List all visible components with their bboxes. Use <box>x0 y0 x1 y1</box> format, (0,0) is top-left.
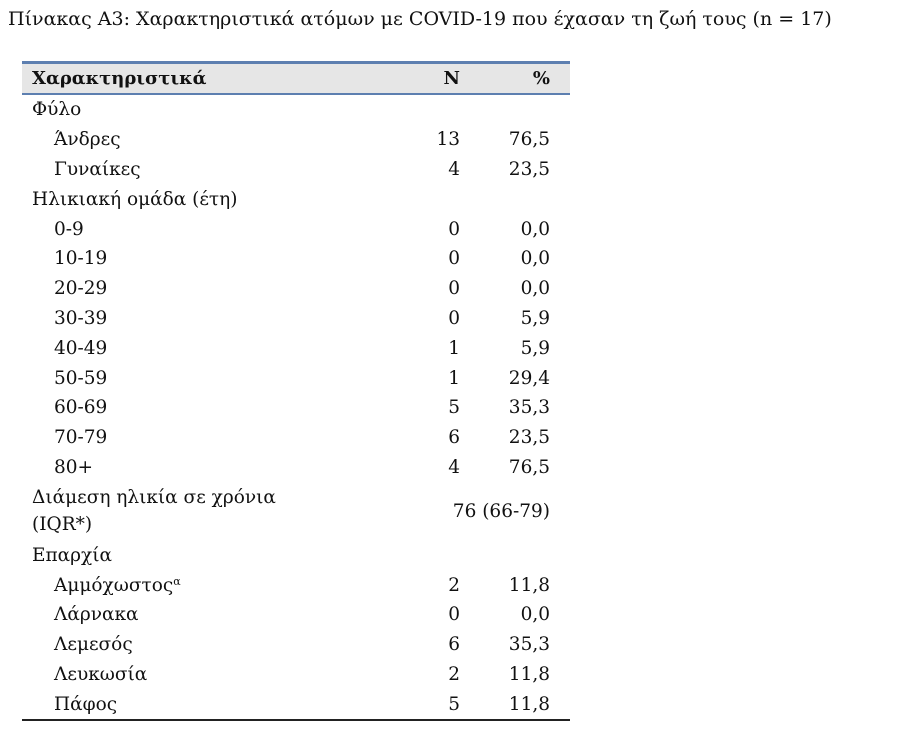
row-label <box>22 159 396 180</box>
row-label <box>22 694 396 715</box>
median-label <box>22 484 396 538</box>
row-count: 0 <box>448 278 460 300</box>
row-percent: 23,5 <box>508 158 550 180</box>
table-row <box>22 600 570 630</box>
row-label-text: Γυναίκες <box>54 158 141 180</box>
row-label <box>22 308 396 329</box>
row-count: 2 <box>448 574 460 596</box>
row-label-text: 80+ <box>54 456 94 478</box>
header-n: N <box>443 68 460 89</box>
table-row <box>22 155 570 185</box>
row-count: 1 <box>448 367 460 389</box>
table-header-row <box>22 61 570 95</box>
table-caption: Πίνακας Α3: Χαρακτηριστικά ατόμων με COVID-19 που έχασαν τη ζωή τους (n = 17) <box>8 8 832 30</box>
table-row <box>22 453 570 483</box>
row-label-text: 30-39 <box>54 307 108 329</box>
row-label-text: 0-9 <box>54 218 84 240</box>
row-label-text: 40-49 <box>54 337 108 359</box>
median-label-line2: (IQR*) <box>32 514 93 536</box>
footnote-marker: α <box>173 574 181 588</box>
table-row <box>22 304 570 334</box>
row-count: 0 <box>448 248 460 270</box>
row-percent: 11,8 <box>508 574 550 596</box>
median-value: 76 (66-79) <box>452 500 550 522</box>
row-percent: 76,5 <box>508 129 550 151</box>
row-percent: 5,9 <box>520 337 550 359</box>
row-label <box>22 634 396 655</box>
row-count: 2 <box>448 663 460 685</box>
row-label-text: 20-29 <box>54 278 108 300</box>
row-percent: 35,3 <box>508 634 550 656</box>
row-label-text: Πάφος <box>54 693 118 715</box>
table-row <box>22 333 570 363</box>
header-characteristics: Χαρακτηριστικά <box>32 68 207 89</box>
row-label-text: 70-79 <box>54 427 108 449</box>
median-label-line1: Διάμεση ηλικία σε χρόνια <box>32 487 276 509</box>
row-count: 0 <box>448 218 460 240</box>
row-percent: 0,0 <box>520 248 550 270</box>
row-count: 6 <box>448 427 460 449</box>
section-heading-age <box>22 184 570 214</box>
table-row <box>22 363 570 393</box>
row-count: 5 <box>448 397 460 419</box>
row-percent: 76,5 <box>508 456 550 478</box>
table-row <box>22 689 570 719</box>
row-percent: 11,8 <box>508 693 550 715</box>
section-heading-sex <box>22 95 570 125</box>
table-row <box>22 423 570 453</box>
table-row <box>22 125 570 155</box>
table-row <box>22 630 570 660</box>
row-count: 1 <box>448 337 460 359</box>
row-label-text: Λευκωσία <box>54 663 148 685</box>
row-label <box>22 248 396 269</box>
row-label <box>22 219 396 240</box>
table-row <box>22 660 570 690</box>
row-label <box>22 129 396 150</box>
row-percent: 0,0 <box>520 278 550 300</box>
row-percent: 23,5 <box>508 427 550 449</box>
row-label <box>22 278 396 299</box>
row-count: 4 <box>448 158 460 180</box>
row-label-text: Λεμεσός <box>54 634 133 656</box>
row-label <box>22 338 396 359</box>
row-label <box>22 664 396 685</box>
section-label: Ηλικιακή ομάδα (έτη) <box>32 188 238 210</box>
row-percent: 35,3 <box>508 397 550 419</box>
row-label-text: Αμμόχωστος <box>54 574 174 596</box>
row-label-text: Άνδρες <box>54 129 121 151</box>
row-label-text: 10-19 <box>54 248 108 270</box>
row-count: 6 <box>448 634 460 656</box>
table-row <box>22 214 570 244</box>
characteristics-table <box>22 61 570 721</box>
row-percent: 11,8 <box>508 663 550 685</box>
row-percent: 0,0 <box>520 604 550 626</box>
row-label-text: 60-69 <box>54 397 108 419</box>
header-percent: % <box>532 68 550 89</box>
row-label <box>22 427 396 448</box>
table-row <box>22 570 570 600</box>
row-percent: 5,9 <box>520 307 550 329</box>
table-row-median-age <box>22 482 570 540</box>
section-heading-district <box>22 540 570 570</box>
row-count: 4 <box>448 456 460 478</box>
row-count: 0 <box>448 604 460 626</box>
table-row <box>22 393 570 423</box>
section-label: Επαρχία <box>32 544 112 566</box>
row-percent: 29,4 <box>508 367 550 389</box>
table-row <box>22 244 570 274</box>
row-label-text: 50-59 <box>54 367 108 389</box>
row-percent: 0,0 <box>520 218 550 240</box>
row-label <box>22 575 396 596</box>
table-row <box>22 274 570 304</box>
row-label-text: Λάρνακα <box>54 604 139 626</box>
row-count: 0 <box>448 307 460 329</box>
row-count: 5 <box>448 693 460 715</box>
row-label <box>22 397 396 418</box>
row-label <box>22 368 396 389</box>
row-label <box>22 457 396 478</box>
row-label <box>22 604 396 625</box>
section-label: Φύλο <box>32 99 82 121</box>
row-count: 13 <box>436 129 460 151</box>
